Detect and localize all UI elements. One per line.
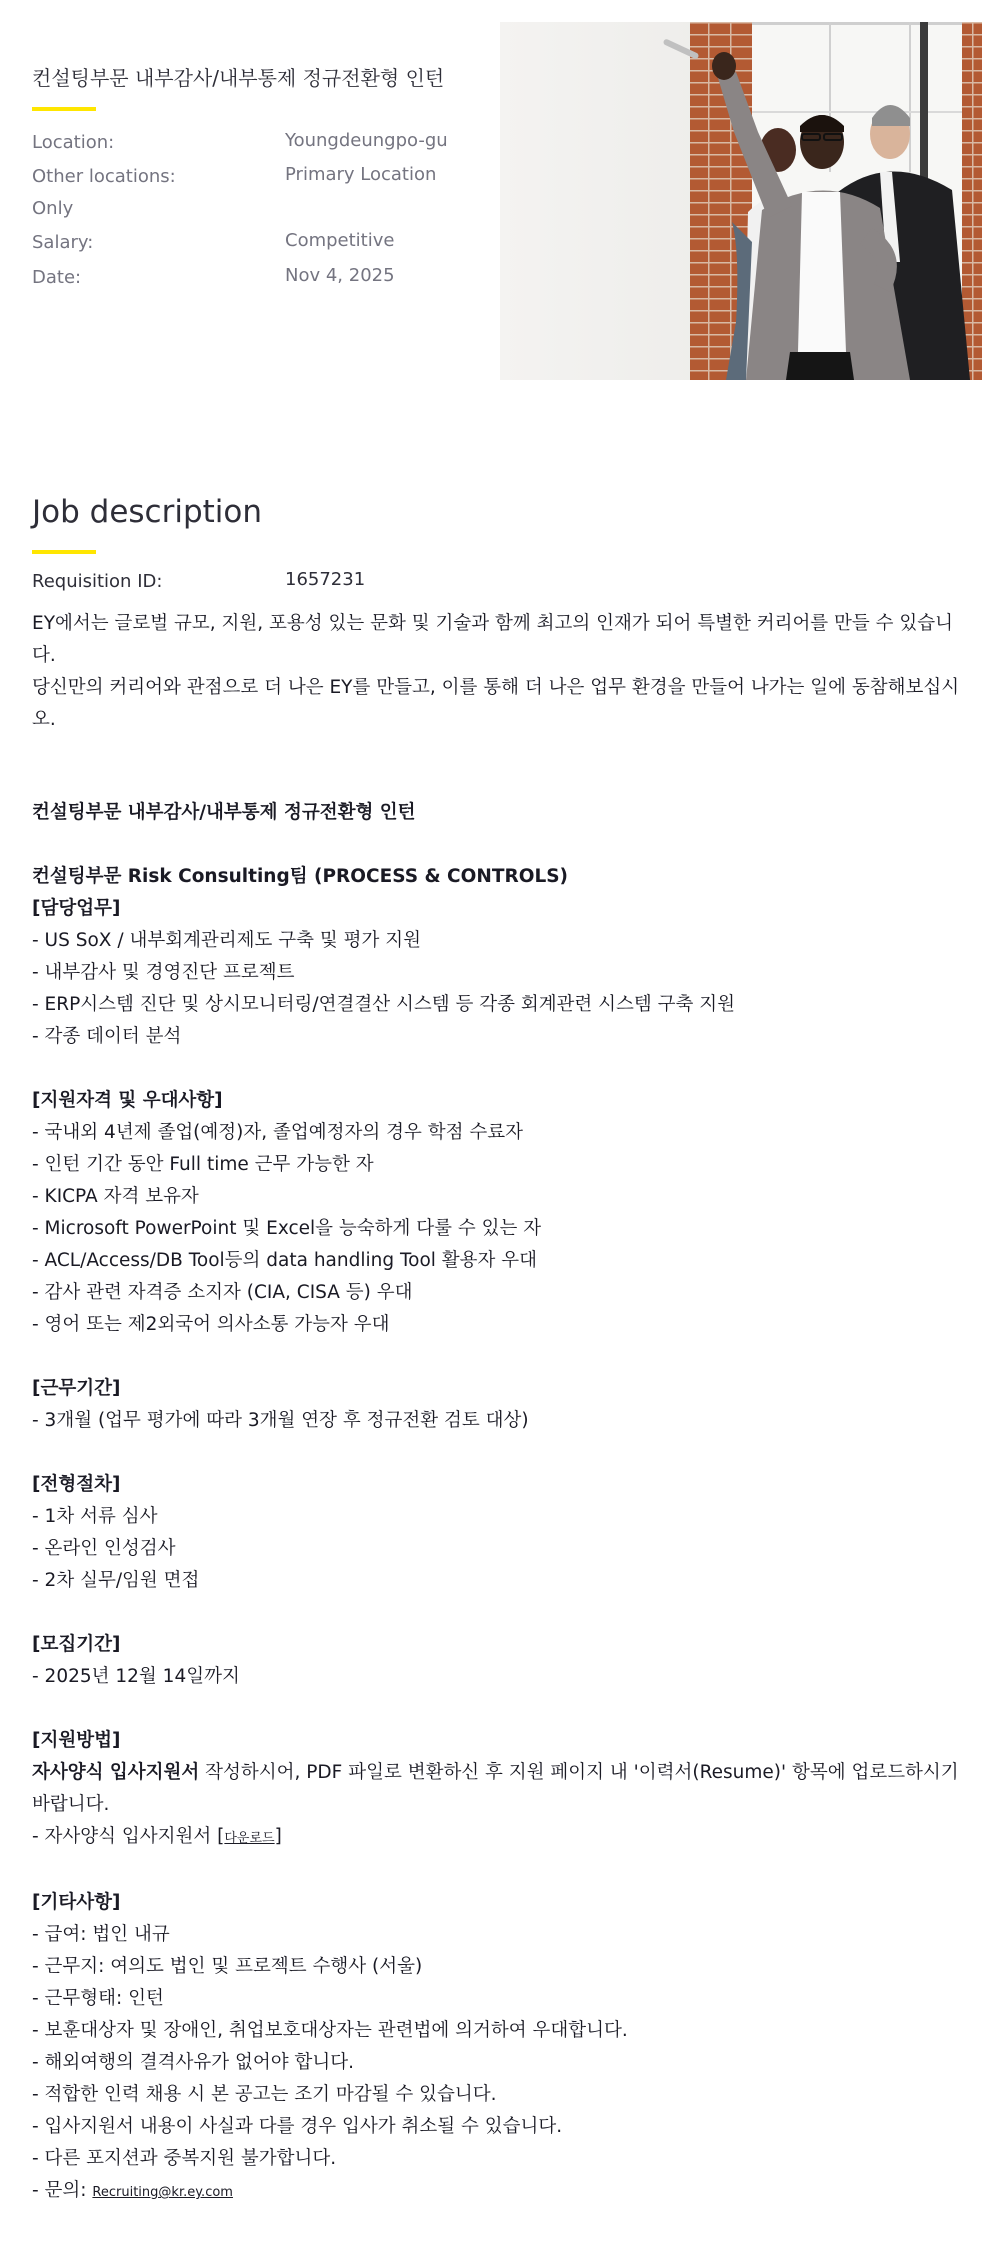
list-item: - 다른 포지션과 중복지원 불가합니다. [32, 2148, 337, 2169]
deadline-heading: [모집기간] [32, 1634, 121, 1655]
contact-line [32, 2175, 977, 2209]
etc-heading: [기타사항] [32, 1892, 121, 1913]
list-item: - 온라인 인성검사 [32, 1538, 176, 1559]
job-title: 컨설팅부문 내부감사/내부통제 정규전환형 인턴 [32, 66, 445, 90]
apply-form-prefix: - 자사양식 입사지원서 [ [32, 1826, 225, 1847]
team-name: 컨설팅부문 Risk Consulting팀 (PROCESS & CONTROLS) [32, 866, 569, 887]
list-item: - ERP시스템 진단 및 상시모니터링/연결결산 시스템 등 각종 회계관련 시스템 구축 지원 [32, 994, 736, 1015]
apply-form-suffix: ] [274, 1826, 282, 1847]
apply-heading: [지원방법] [32, 1730, 121, 1751]
other-locations-label-cont: Only [32, 198, 74, 219]
list-item: - 각종 데이터 분석 [32, 1026, 182, 1047]
apply-form-name: 자사양식 입사지원서 [32, 1762, 200, 1783]
duties-heading: [담당업무] [32, 898, 121, 919]
intro-paragraph-1: EY에서는 글로벌 규모, 지원, 포용성 있는 문화 및 기술과 함께 최고의 인재가 되어 특별한 커리어를 만들 수 있습니다. [32, 613, 954, 666]
salary-label: Salary: [32, 232, 94, 253]
other-locations-value: Primary Location [285, 164, 437, 185]
list-item: - 해외여행의 결격사유가 없어야 합니다. [32, 2052, 355, 2073]
download-link[interactable]: 다운로드 [224, 1831, 275, 1846]
process-heading: [전형절차] [32, 1474, 121, 1495]
list-item: - 급여: 법인 내규 [32, 1924, 170, 1945]
hero-photo [500, 22, 982, 380]
list-item: - 입사지원서 내용이 사실과 다를 경우 입사가 취소될 수 있습니다. [32, 2116, 563, 2137]
list-item: - 감사 관련 자격증 소지자 (CIA, CISA 등) 우대 [32, 1282, 413, 1303]
date-label: Date: [32, 267, 82, 288]
requisition-id: 1657231 [285, 569, 366, 590]
contact-email-link[interactable]: Recruiting@kr.ey.com [92, 2185, 233, 2200]
list-item: - 국내외 4년제 졸업(예정)자, 졸업예정자의 경우 학점 수료자 [32, 1122, 523, 1143]
job-body [32, 797, 977, 2209]
apply-form-line [32, 1821, 977, 1855]
list-item: - KICPA 자격 보유자 [32, 1186, 199, 1207]
job-intro [32, 608, 972, 736]
list-item: - US SoX / 내부회계관리제도 구축 및 평가 지원 [32, 930, 422, 951]
list-item: - 근무형태: 인턴 [32, 1988, 164, 2009]
location-value: Youngdeungpo-gu [285, 130, 448, 151]
list-item: - 2차 실무/임원 면접 [32, 1570, 200, 1591]
title-underline [32, 107, 96, 111]
list-item: - 내부감사 및 경영진단 프로젝트 [32, 962, 295, 983]
job-description-title: Job description [32, 494, 263, 530]
other-locations-label: Other locations: [32, 166, 176, 187]
location-label: Location: [32, 132, 115, 153]
posting-title: 컨설팅부문 내부감사/내부통제 정규전환형 인턴 [32, 802, 416, 823]
contact-prefix: - 문의: [32, 2180, 93, 2201]
salary-value: Competitive [285, 230, 395, 251]
list-item: - 보훈대상자 및 장애인, 취업보호대상자는 관련법에 의거하여 우대합니다. [32, 2020, 628, 2041]
list-item: - 인턴 기간 동안 Full time 근무 가능한 자 [32, 1154, 374, 1175]
apply-text: 작성하시어, PDF 파일로 변환하신 후 지원 페이지 내 '이력서(Resume)' 항목에 업로드하시기 바랍니다. [32, 1762, 959, 1815]
list-item: - 3개월 (업무 평가에 따라 3개월 연장 후 정규전환 검토 대상) [32, 1410, 529, 1431]
list-item: - Microsoft PowerPoint 및 Excel을 능숙하게 다룰 수 있는 자 [32, 1218, 542, 1239]
period-heading: [근무기간] [32, 1378, 121, 1399]
requisition-label: Requisition ID: [32, 571, 163, 592]
list-item: - 영어 또는 제2외국어 의사소통 가능자 우대 [32, 1314, 390, 1335]
list-item: - 1차 서류 심사 [32, 1506, 158, 1527]
list-item: - 2025년 12월 14일까지 [32, 1666, 240, 1687]
list-item: - ACL/Access/DB Tool등의 data handling Tool 활용자 우대 [32, 1250, 538, 1271]
qualifications-heading: [지원자격 및 우대사항] [32, 1090, 223, 1111]
date-value: Nov 4, 2025 [285, 265, 395, 286]
section-underline [32, 550, 96, 554]
intro-paragraph-2: 당신만의 커리어와 관점으로 더 나은 EY를 만들고, 이를 통해 더 나은 업무 환경을 만들어 나가는 일에 동참해보십시오. [32, 677, 960, 730]
list-item: - 적합한 인력 채용 시 본 공고는 조기 마감될 수 있습니다. [32, 2084, 497, 2105]
apply-instructions [32, 1757, 977, 1821]
list-item: - 근무지: 여의도 법인 및 프로젝트 수행사 (서울) [32, 1956, 423, 1977]
